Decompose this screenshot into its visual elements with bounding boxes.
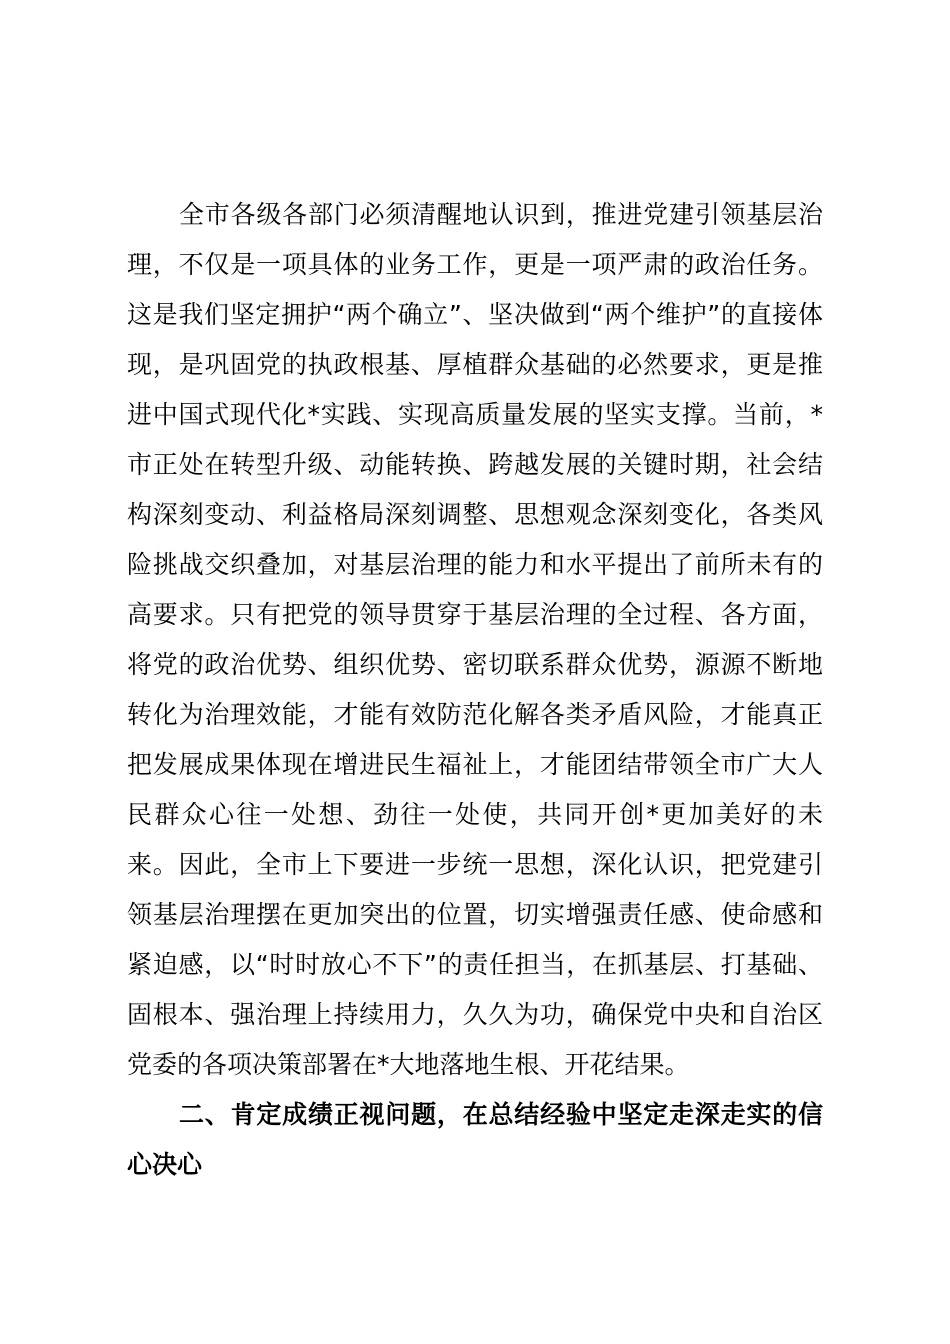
body-paragraph [127,190,823,1090]
document-page [127,190,823,1190]
text-line: 险挑战交织叠加，对基层治理的能力和水平提出了前所未有的 [127,550,823,579]
text-line: 来。因此，全市上下要进一步统一思想，深化认识，把党建引 [127,850,823,879]
text-line: 固根本、强治理上持续用力，久久为功，确保党中央和自治区 [127,1000,823,1029]
text-line: 市正处在转型升级、动能转换、跨越发展的关键时期，社会结 [127,450,823,479]
text-line: 民群众心往一处想、劲往一处使，共同开创*更加美好的未 [127,800,823,829]
text-line: 现，是巩固党的执政根基、厚植群众基础的必然要求，更是推 [127,350,823,379]
text-line: 把发展成果体现在增进民生福祉上，才能团结带领全市广大人 [127,750,823,779]
text-line: 领基层治理摆在更加突出的位置，切实增强责任感、使命感和 [127,900,823,929]
text-line: 这是我们坚定拥护“两个确立”、坚决做到“两个维护”的直接体 [127,300,823,329]
text-line: 转化为治理效能，才能有效防范化解各类矛盾风险，才能真正 [127,700,823,729]
text-line: 全市各级各部门必须清醒地认识到，推进党建引领基层治 [179,200,823,229]
section-heading [127,1090,823,1190]
text-line: 进中国式现代化*实践、实现高质量发展的坚实支撑。当前，* [127,400,823,429]
text-line: 高要求。只有把党的领导贯穿于基层治理的全过程、各方面， [127,600,823,629]
text-line: 将党的政治优势、组织优势、密切联系群众优势，源源不断地 [127,650,823,679]
text-line: 构深刻变动、利益格局深刻调整、思想观念深刻变化，各类风 [127,500,823,529]
text-line: 紧迫感，以“时时放心不下”的责任担当，在抓基层、打基础、 [127,950,823,979]
text-line: 二、肯定成绩正视问题，在总结经验中坚定走深走实的信 [179,1100,823,1129]
text-line: 理，不仅是一项具体的业务工作，更是一项严肃的政治任务。 [127,250,823,279]
text-line: 党委的各项决策部署在*大地落地生根、开花结果。 [127,1050,690,1079]
text-line: 心决心 [127,1150,203,1179]
